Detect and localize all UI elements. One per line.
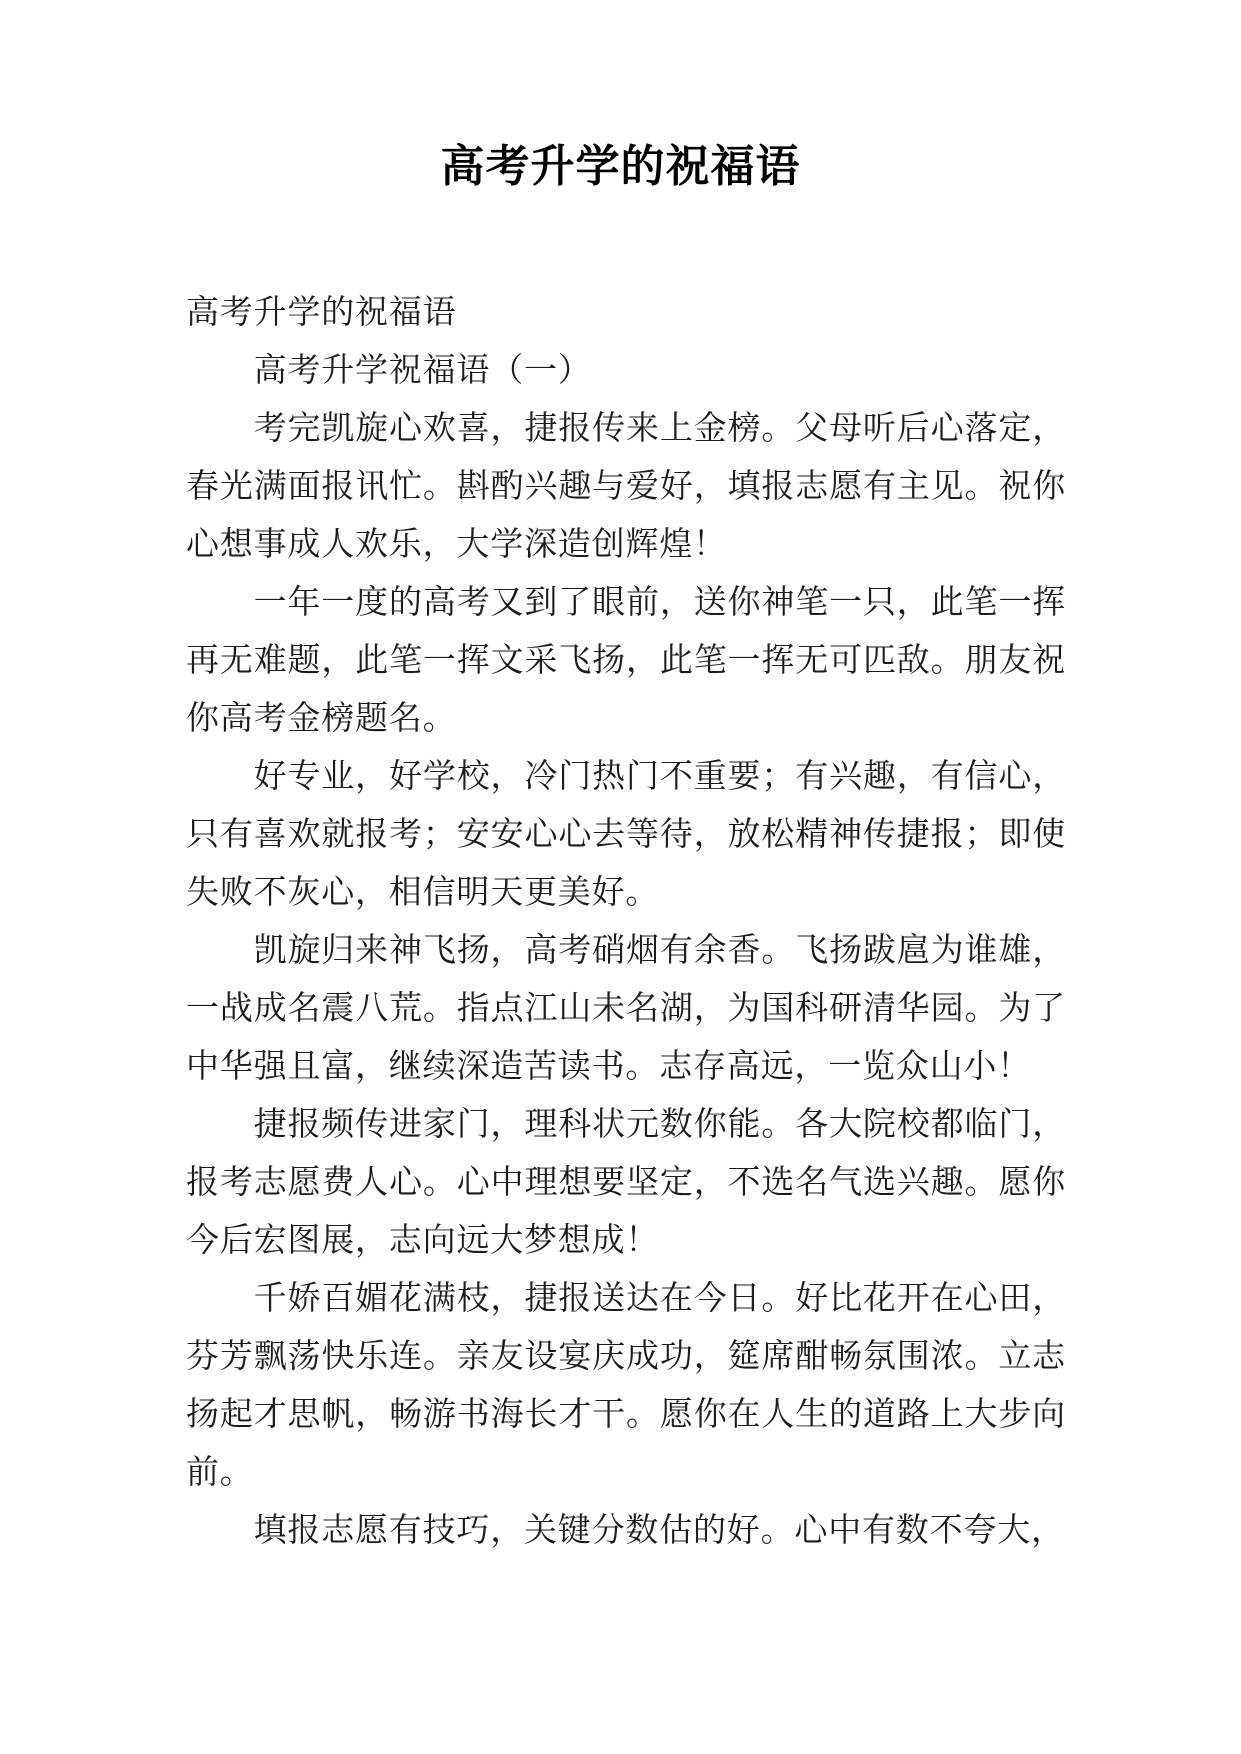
paragraph: 一年一度的高考又到了眼前，送你神笔一只，此笔一挥再无难题，此笔一挥文采飞扬，此笔一挥无可匹敌。朋友祝你高考金榜题名。 — [186, 585, 1066, 737]
document-body — [186, 284, 1066, 1560]
paragraph: 好专业，好学校，冷门热门不重要；有兴趣，有信心，只有喜欢就报考；安安心心去等待，放松精神传捷报；即使失败不灰心，相信明天更美好。 — [186, 759, 1066, 911]
paragraph: 捷报频传进家门，理科状元数你能。各大院校都临门，报考志愿费人心。心中理想要坚定，不选名气选兴趣。愿你今后宏图展，志向远大梦想成！ — [186, 1107, 1066, 1259]
paragraph-section-label: 高考升学祝福语（一） — [253, 353, 592, 389]
paragraph: 填报志愿有技巧，关键分数估的好。心中有数不夸大， — [253, 1513, 1065, 1549]
paragraph: 千娇百媚花满枝，捷报送达在今日。好比花开在心田，芬芳飘荡快乐连。亲友设宴庆成功，筵席酣畅氛围浓。立志扬起才思帆，畅游书海长才干。愿你在人生的道路上大步向前。 — [186, 1281, 1066, 1491]
page-title: 高考升学的祝福语 — [440, 142, 801, 191]
paragraph-heading-repeat: 高考升学的祝福语 — [186, 295, 457, 331]
paragraph: 凯旋归来神飞扬，高考硝烟有余香。飞扬跋扈为谁雄，一战成名震八荒。指点江山未名湖，为国科研清华园。为了中华强且富，继续深造苦读书。志存高远，一览众山小！ — [186, 933, 1066, 1085]
paragraph: 考完凯旋心欢喜，捷报传来上金榜。父母听后心落定，春光满面报讯忙。斟酌兴趣与爱好，填报志愿有主见。祝你心想事成人欢乐，大学深造创辉煌！ — [186, 411, 1066, 563]
